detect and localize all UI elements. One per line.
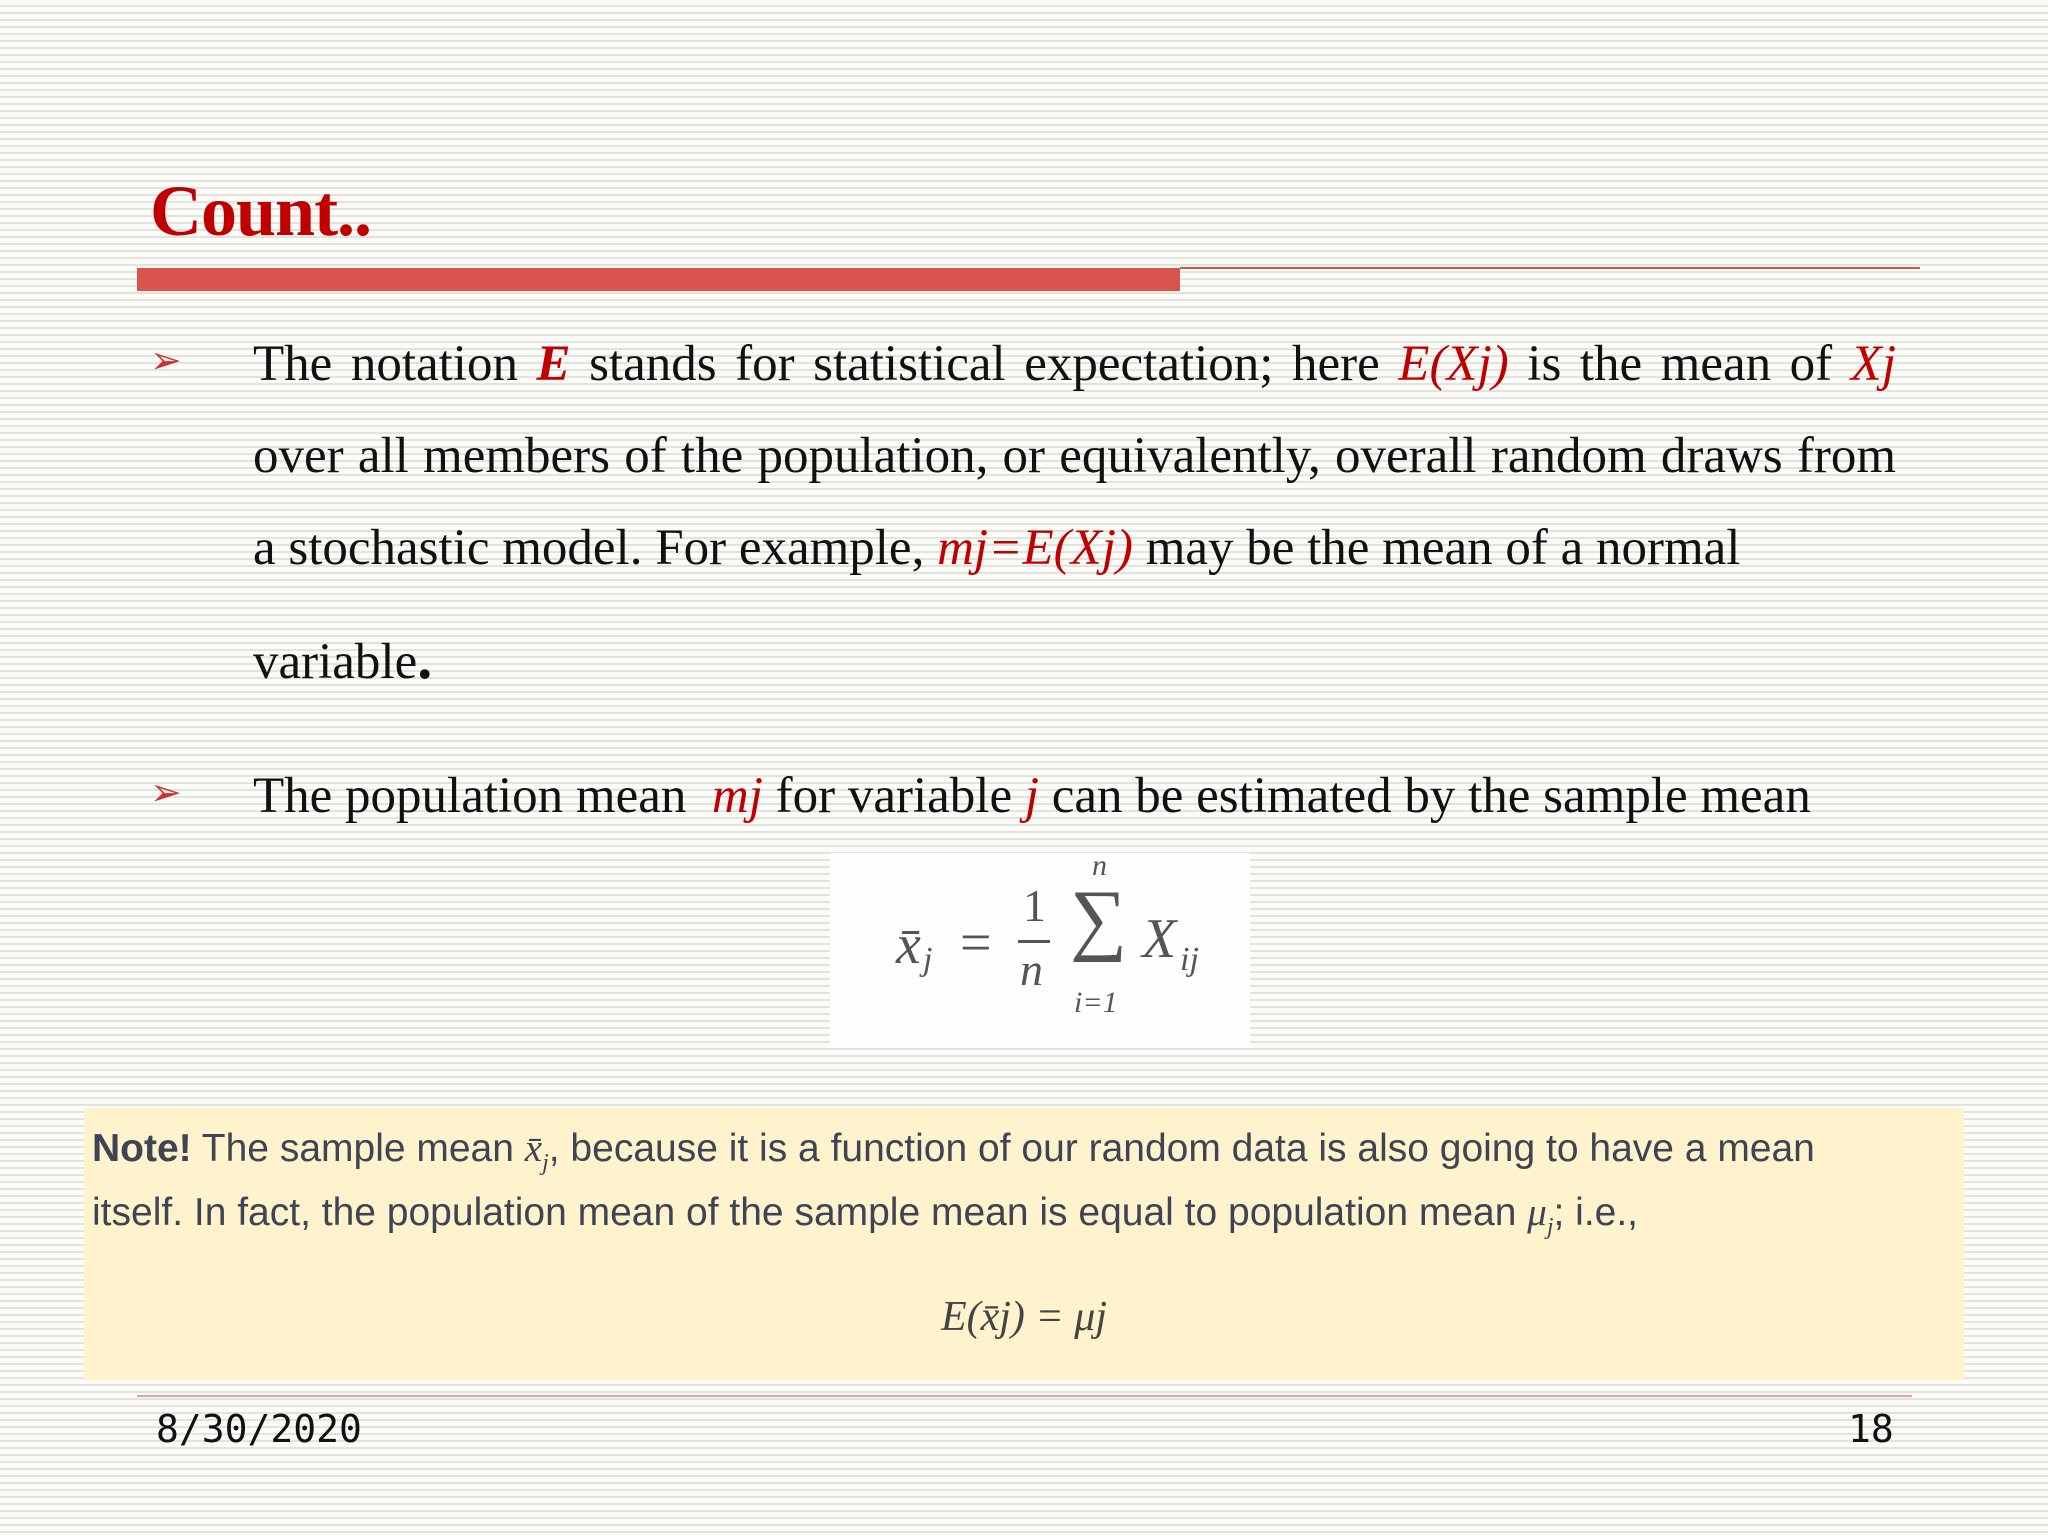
slide-title: Count.. — [150, 171, 372, 251]
bullet-arrow-icon: ➢ — [150, 770, 182, 814]
note-line-2: itself. In fact, the population mean of the sample mean is equal to population mean $\mu_j$; i.e., — [92, 1191, 1639, 1240]
note-label: Note! — [92, 1127, 192, 1170]
footer-divider — [137, 1395, 1912, 1397]
page-number: 18 — [1848, 1407, 1894, 1451]
bullet-1-text: The notation E stands for statistical expectation; here E(Xj) is the mean of Xj over all members of the population, or equivalently, overall random draws from a stochastic model. For example, mj=E(Xj) may be the mean of a normal variable. — [253, 336, 1896, 691]
note-equation: E(x̄j) = μj — [940, 1294, 1108, 1340]
sigma-icon: ∑ — [1070, 875, 1128, 963]
title-underline-thin — [1180, 267, 1920, 269]
notation-e: E — [536, 336, 571, 392]
note-line-1: Note! The sample mean $x̄_j$, because it is a function of our random data is also going to have a mean — [92, 1127, 1815, 1176]
title-underline-thick — [137, 268, 1180, 291]
sample-mean-formula: x̄ j = 1 n n ∑ i=1 X ij — [830, 853, 1250, 1048]
bullet-2-text: The population mean mj for variable j can be estimated by the sample mean — [253, 768, 1811, 824]
footer-date: 8/30/2020 — [156, 1407, 362, 1451]
note-box — [84, 1108, 1964, 1380]
bullet-arrow-icon: ➢ — [150, 338, 182, 382]
